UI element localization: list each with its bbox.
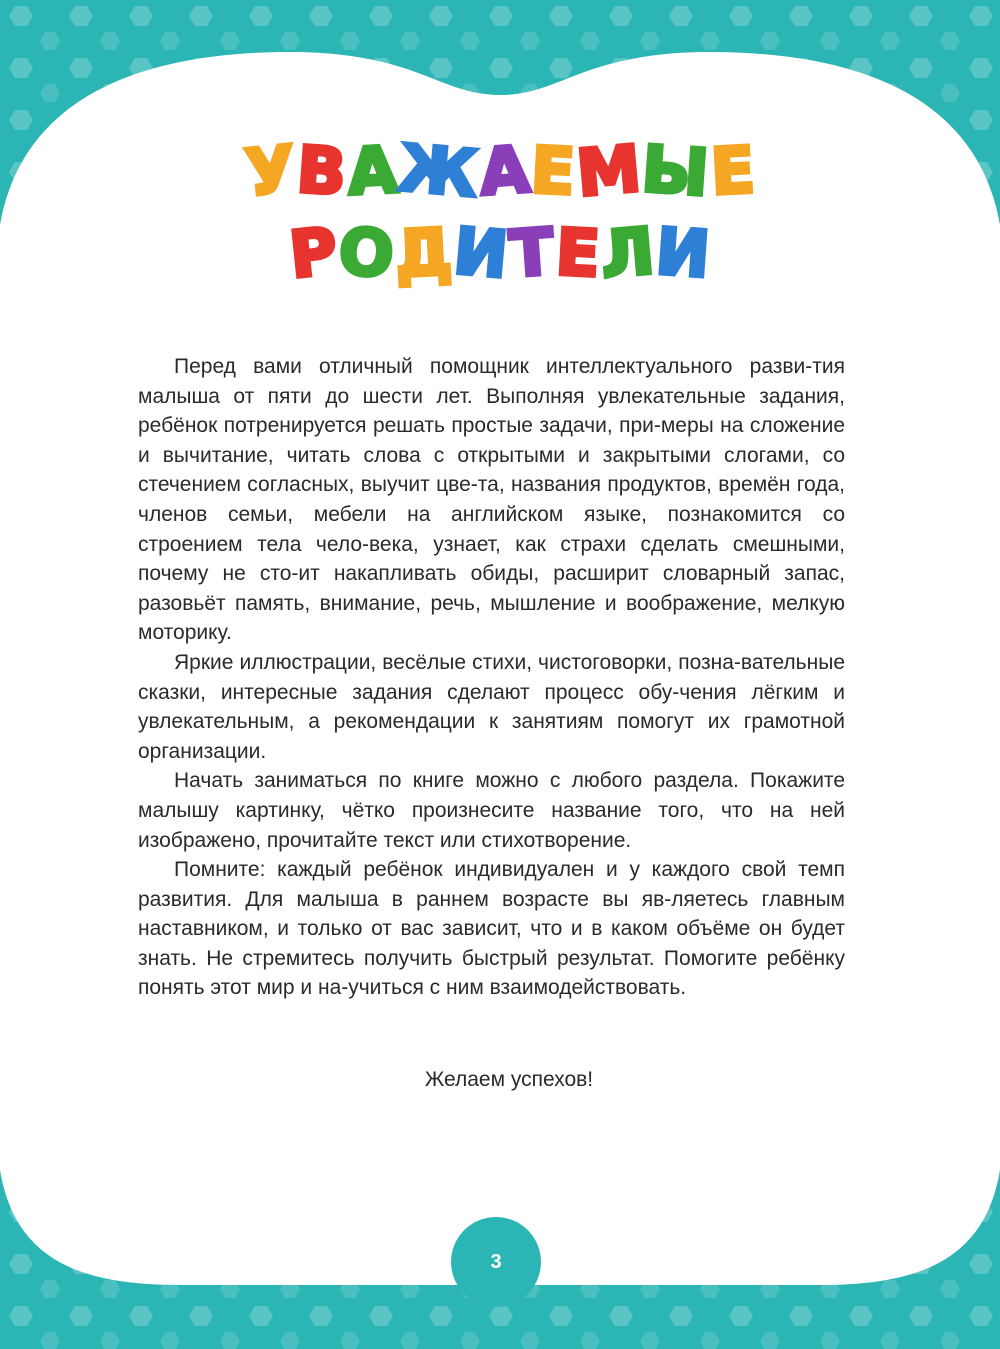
title-letter: О <box>336 215 396 293</box>
title-letter: А <box>345 133 400 211</box>
paragraph-2: Яркие иллюстрации, весёлые стихи, чистоговорки, позна-​вательные сказки, интересные задания сделают процесс обу-​чения лёгким и увлекательным, а рекомендации к занятиям помогут их грамотной организации. <box>138 650 845 763</box>
paragraph-4: Помните: каждый ребёнок индивидуален и у каждого свой темп развития. Для малыша в раннем возрасте вы яв-​ляетесь главным наставником, и только от вас зависит, что и в каком объёме он будет знать. Не стремитесь получить быстрый результат. Помогите ребёнку понять этот мир и на-​учиться с ним взаимодействовать. <box>138 858 845 1000</box>
intro-text <box>138 352 845 1003</box>
paragraph-3: Начать заниматься по книге можно с любого раздела. Покажите малышу картинку, чётко произнесите название того, что на ней изображено, прочитайте текст или стихотворение. <box>138 769 845 852</box>
signoff: Желаем успехов! <box>424 1068 594 1091</box>
title-letter: И <box>653 215 713 293</box>
page-number: 3 <box>490 1250 502 1273</box>
title-letter: Д <box>393 215 455 293</box>
title-letter: М <box>573 132 644 212</box>
paragraph-1: Перед вами отличный помощник интеллектуального разви-​тия малыша от пяти до шести лет. Выполняя увлекательные задания, ребёнок потренируется решать простые задачи, при-​меры на сложение и вычитание, читать слова с открытыми и закрытыми слогами, со стечением согласных, выучит цве-​та, названия продуктов, времён года, членов семьи, мебели на английском языке, познакомится со строением тела чело-​века, узнает, как страхи сделать смешными, почему не сто-​ит накапливать обиды, расширит словарный запас, разовьёт память, внимание, речь, мышление и воображение, мелкую моторику. <box>138 355 845 645</box>
title-letter: Е <box>708 133 757 211</box>
title-letter: У <box>241 132 299 212</box>
page-number-badge <box>451 1217 541 1307</box>
title-letter: А <box>476 133 532 211</box>
title-letter: Ы <box>639 132 712 212</box>
title-letter: Ж <box>396 131 481 213</box>
title-letter: Л <box>598 214 658 294</box>
title-letter: Е <box>553 215 602 293</box>
title-line-2 <box>0 214 1000 294</box>
title-letter: В <box>294 133 349 211</box>
title-letter: Т <box>507 215 557 293</box>
title-letter: И <box>451 214 512 294</box>
title-line-1 <box>0 131 1000 213</box>
title-letter: Р <box>286 214 341 294</box>
title-letter: Е <box>529 133 577 211</box>
